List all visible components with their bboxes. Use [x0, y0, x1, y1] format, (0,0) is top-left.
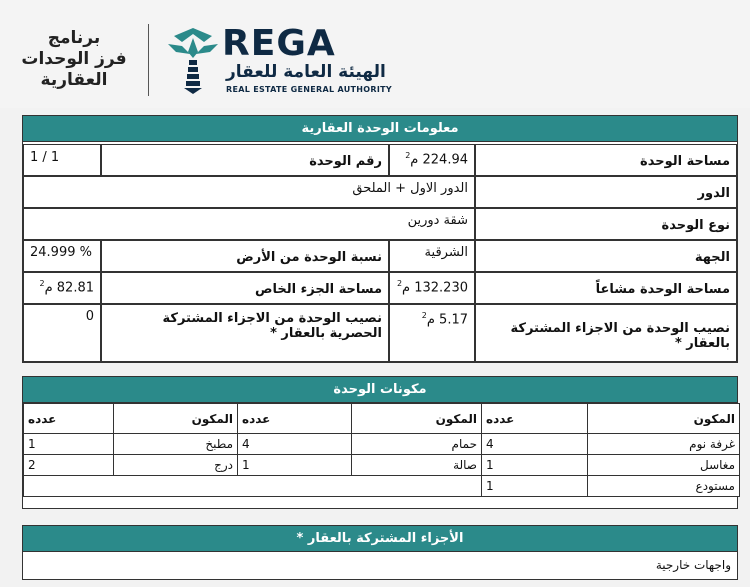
land-ratio-value — [23, 240, 101, 272]
header-count: عدده — [238, 404, 352, 434]
component-count: 2 — [24, 455, 114, 476]
components-title: مكونات الوحدة — [23, 377, 737, 403]
table-row — [24, 476, 740, 497]
private-area-value — [23, 272, 101, 304]
component-count: 4 — [482, 434, 588, 455]
exclusive-shared-label — [101, 304, 389, 362]
unit-info-title: معلومات الوحدة العقارية — [23, 116, 737, 142]
program-line-1: برنامج — [47, 28, 101, 48]
component-count: 1 — [24, 434, 114, 455]
direction-label: الجهة — [475, 240, 737, 272]
component-name: غرفة نوم — [588, 434, 740, 455]
private-area-unit-sup: 2 — [39, 279, 45, 288]
exclusive-shared-value: 0 — [23, 304, 101, 362]
components-header-row — [24, 404, 740, 434]
components-section — [22, 376, 738, 509]
header-count: عدده — [24, 404, 114, 434]
empty-cell — [24, 476, 482, 497]
component-name: صالة — [352, 455, 482, 476]
common-area-number: 132.230 — [414, 280, 468, 296]
rega-logo-text: REGA — [222, 23, 336, 64]
header-component: المكون — [352, 404, 482, 434]
shared-parts-section — [22, 525, 738, 580]
rega-english-name: REAL ESTATE GENERAL AUTHORITY — [226, 85, 392, 94]
rega-logo-icon — [164, 22, 222, 96]
program-title — [14, 28, 134, 91]
area-value — [389, 144, 475, 176]
shared-parts-unit: م — [426, 312, 435, 328]
components-table — [23, 403, 740, 497]
component-count: 1 — [238, 455, 352, 476]
common-area-value — [389, 272, 475, 304]
shared-parts-item: واجهات خارجية — [655, 558, 731, 572]
area-unit-sup: 2 — [405, 151, 411, 160]
table-row — [24, 455, 740, 476]
floor-label: الدور — [475, 176, 737, 208]
area-unit: م — [410, 152, 419, 168]
area-label: مساحة الوحدة — [475, 144, 737, 176]
private-area-number: 82.81 — [56, 280, 94, 296]
page-header — [0, 0, 750, 108]
unit-type-value: شقة دورين — [23, 208, 475, 240]
unit-number-label: رقم الوحدة — [101, 144, 389, 176]
program-line-2: فرز الوحدات — [21, 49, 127, 69]
shared-parts-number: 5.17 — [439, 312, 468, 328]
header-component: المكون — [588, 404, 740, 434]
exclusive-shared-label-line-2: الحصرية بالعقار * — [270, 326, 382, 341]
component-name: مستودع — [588, 476, 740, 497]
unit-info-section — [22, 115, 738, 363]
exclusive-shared-label-line-1: نصيب الوحدة من الاجزاء المشتركة — [162, 311, 382, 326]
component-name: مغاسل — [588, 455, 740, 476]
rega-arabic-name: الهيئة العامة للعقار — [226, 62, 386, 82]
table-row — [24, 434, 740, 455]
area-number: 224.94 — [422, 152, 468, 168]
shared-parts-unit-sup: 2 — [421, 311, 427, 320]
component-name: مطبخ — [114, 434, 238, 455]
common-area-label: مساحة الوحدة مشاعاً — [475, 272, 737, 304]
unit-type-label: نوع الوحدة — [475, 208, 737, 240]
unit-number-value: 1 / 1 — [23, 144, 101, 176]
direction-value: الشرقية — [389, 240, 475, 272]
private-area-unit: م — [44, 280, 53, 296]
component-name: حمام — [352, 434, 482, 455]
header-count: عدده — [482, 404, 588, 434]
component-count: 1 — [482, 476, 588, 497]
shared-parts-value — [389, 304, 475, 362]
floor-value: الدور الاول + الملحق — [23, 176, 475, 208]
shared-parts-label: نصيب الوحدة من الاجزاء المشتركة بالعقار * — [475, 304, 737, 362]
land-ratio-label: نسبة الوحدة من الأرض — [101, 240, 389, 272]
shared-parts-title: الأجزاء المشتركة بالعقار * — [23, 526, 737, 552]
land-ratio-number: 24.999 % — [30, 245, 92, 260]
common-area-unit: م — [402, 280, 411, 296]
private-area-label: مساحة الجزء الخاص — [101, 272, 389, 304]
component-name: درج — [114, 455, 238, 476]
component-count: 4 — [238, 434, 352, 455]
common-area-unit-sup: 2 — [396, 279, 403, 288]
header-component: المكون — [114, 404, 238, 434]
component-count: 1 — [482, 455, 588, 476]
program-line-3: العقارية — [40, 70, 108, 90]
header-divider — [148, 24, 149, 96]
